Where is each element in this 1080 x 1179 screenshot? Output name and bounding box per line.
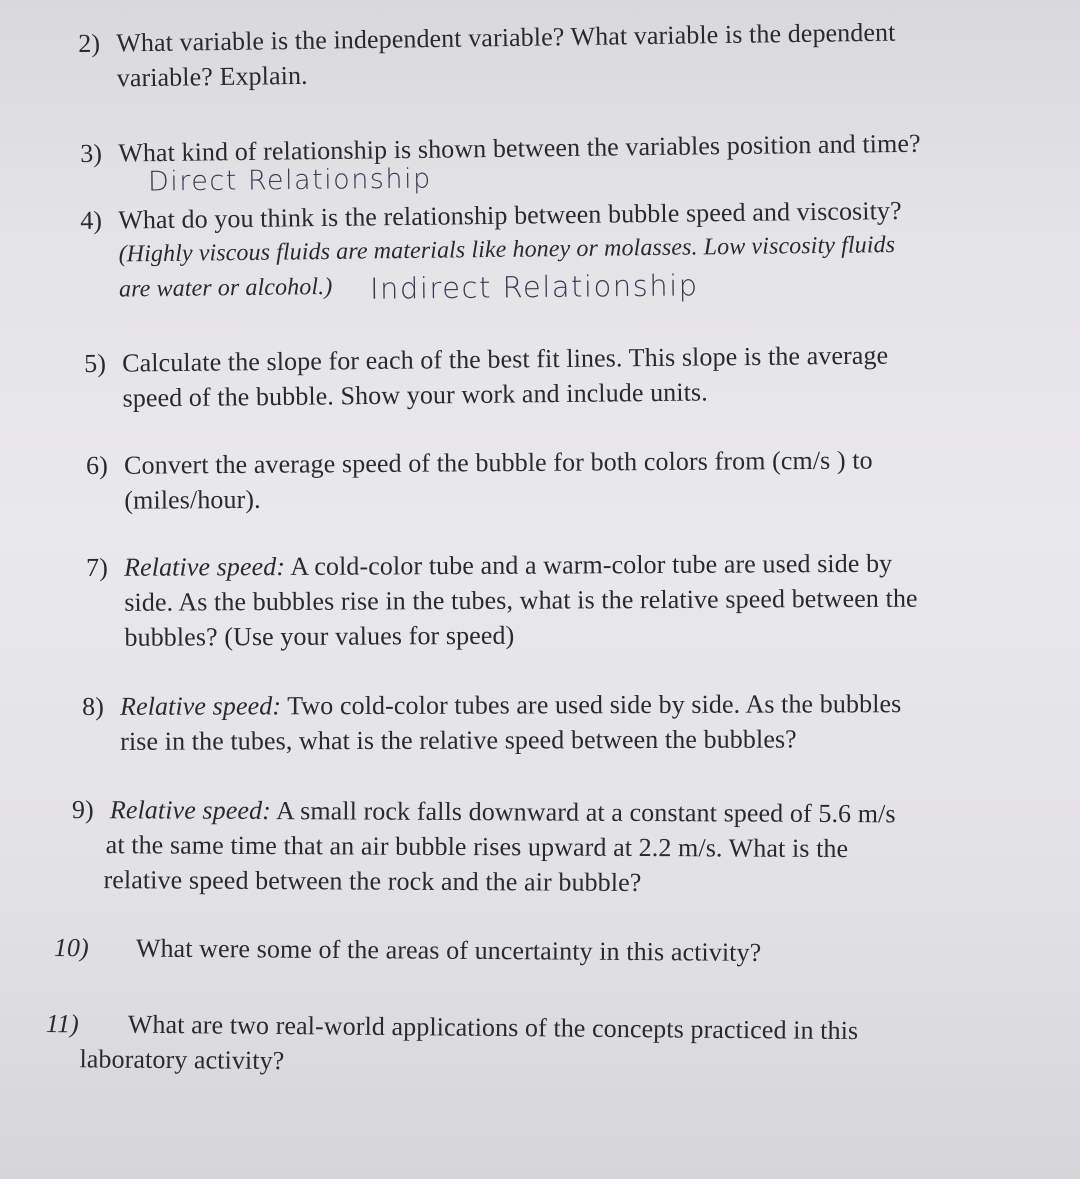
question-text: What do you think is the relationship between bubble speed and viscosity? — [118, 195, 902, 235]
question-5 — [84, 338, 889, 416]
question-label: Relative speed: — [124, 551, 286, 582]
question-9 — [71, 792, 895, 901]
question-3 — [80, 126, 921, 171]
question-text: Calculate the slope for each of the best fit lines. This slope is the average — [122, 340, 889, 378]
question-text: What were some of the areas of uncertainty in this activity? — [135, 933, 762, 967]
question-text: What variable is the independent variable? What variable is the dependent — [116, 17, 896, 58]
question-text: A small rock falls downward at a constant speed of 5.6 m/s — [270, 796, 896, 829]
question-text: rise in the tubes, what is the relative speed between the bubbles? — [120, 724, 797, 756]
question-11 — [45, 1006, 858, 1083]
question-text: relative speed between the rock and the air bubble? — [103, 865, 642, 897]
question-text: bubbles? (Use your values for speed) — [124, 620, 515, 652]
question-10 — [54, 930, 762, 970]
question-number: 4) — [80, 205, 103, 235]
question-number: 8) — [82, 691, 104, 721]
question-text: Convert the average speed of the bubble for both colors from (cm/s ) to — [124, 445, 873, 480]
question-text: variable? Explain. — [116, 60, 308, 93]
question-number: 5) — [84, 348, 107, 378]
question-text: (miles/hour). — [124, 484, 261, 515]
question-number: 2) — [78, 28, 101, 58]
question-text: side. As the bubbles rise in the tubes, what is the relative speed between the — [124, 583, 918, 617]
question-number: 3) — [80, 138, 103, 168]
question-text: (Highly viscous fluids are materials like honey or molasses. Low viscosity fluids — [118, 232, 896, 268]
question-text: laboratory activity? — [79, 1044, 285, 1076]
handwritten-answer-4: Indirect Relationship — [369, 268, 699, 306]
question-number: 10) — [53, 932, 89, 963]
question-number: 6) — [86, 450, 109, 480]
question-2 — [78, 15, 896, 96]
question-label: Relative speed: — [109, 795, 272, 826]
handwritten-answer-3: Direct Relationship — [147, 163, 432, 198]
question-text: Two cold-color tubes are used side by side. As the bubbles — [281, 689, 902, 721]
question-number: 7) — [86, 552, 109, 582]
question-text: What kind of relationship is shown between the variables position and time? — [118, 128, 921, 168]
question-number: 9) — [71, 794, 94, 825]
question-number: 11) — [45, 1008, 80, 1039]
question-label: Relative speed: — [120, 691, 282, 721]
question-6 — [86, 443, 873, 518]
question-text: speed of the bubble. Show your work and include units. — [122, 377, 708, 413]
question-7 — [86, 546, 918, 655]
question-text: What are two real-world applications of the concepts practiced in this — [127, 1009, 859, 1046]
question-text: at the same time that an air bubble rises upward at 2.2 m/s. What is the — [105, 830, 849, 864]
question-text: are water or alcohol.) — [118, 273, 333, 303]
question-text: A cold-color tube and a warm-color tube are used side by — [285, 548, 893, 581]
question-8 — [82, 686, 902, 759]
